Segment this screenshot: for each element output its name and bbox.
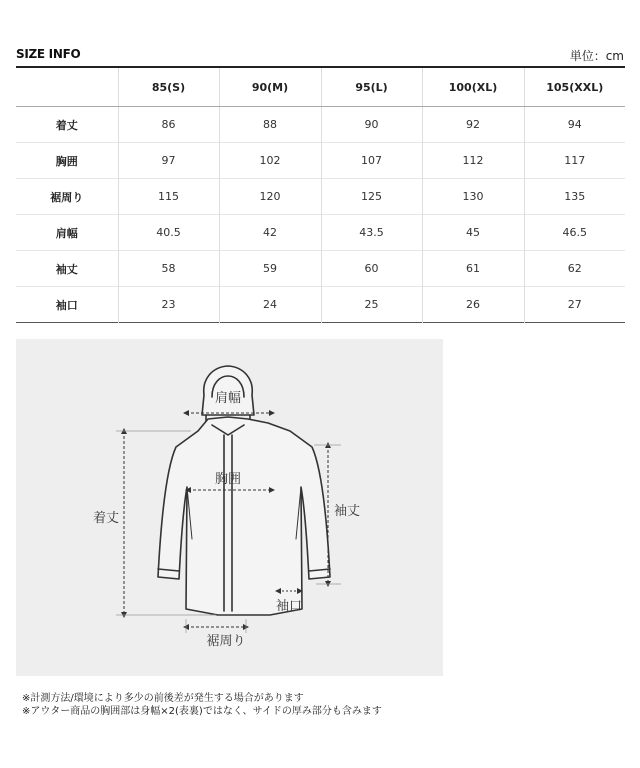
row-label: 着丈 xyxy=(55,118,78,132)
table-cell: 120 xyxy=(219,179,321,215)
table-cell: 97 xyxy=(118,143,219,179)
row-label: 裾周り xyxy=(16,179,118,215)
table-cell: 107 xyxy=(321,143,422,179)
table-cell: 45 xyxy=(422,215,524,251)
table-header-row xyxy=(16,67,625,107)
row-label: 胸囲 xyxy=(16,143,118,179)
table-cell: 62 xyxy=(524,251,625,287)
unit-label: 単位：cm xyxy=(569,49,624,63)
measurement-diagram xyxy=(16,339,443,676)
header-cell xyxy=(16,67,118,107)
table-cell: 24 xyxy=(219,287,321,323)
jacket-illustration xyxy=(16,339,443,676)
table-cell: 27 xyxy=(524,287,625,323)
table-cell: 25 xyxy=(321,287,422,323)
header-cell: 85(S) xyxy=(118,67,219,107)
table-cell: 102 xyxy=(219,143,321,179)
table-row xyxy=(16,143,625,179)
table-cell: 130 xyxy=(422,179,524,215)
note-line: ※アウター商品の胸囲部は身幅×2(表裏)ではなく、サイドの厚み部分も含みます xyxy=(22,706,382,717)
header-cell: 105(XXL) xyxy=(524,67,625,107)
header-cell: 100(XL) xyxy=(422,67,524,107)
table-row xyxy=(16,107,625,143)
table-cell: 92 xyxy=(422,107,524,143)
table-row xyxy=(16,251,625,287)
row-label: 肩幅 xyxy=(16,215,118,251)
size-info-title: SIZE INFO xyxy=(16,47,81,61)
notes xyxy=(22,692,382,718)
table-row xyxy=(16,179,625,215)
table-cell: 58 xyxy=(118,251,219,287)
label-shoulder: 肩幅 xyxy=(214,391,242,406)
note-line: ※計測方法/環境により多少の前後差が発生する場合があります xyxy=(22,693,304,704)
table-cell: 117 xyxy=(524,143,625,179)
table-cell: 59 xyxy=(219,251,321,287)
table-cell: 112 xyxy=(422,143,524,179)
header-cell: 95(L) xyxy=(321,67,422,107)
table-cell: 26 xyxy=(422,287,524,323)
row-label: 袖丈 xyxy=(16,251,118,287)
label-cuff: 袖口 xyxy=(275,599,303,614)
label-length: 着丈 xyxy=(92,511,120,526)
table-cell: 135 xyxy=(524,179,625,215)
row-label: 袖口 xyxy=(16,287,118,323)
size-table xyxy=(16,66,625,323)
table-cell: 43.5 xyxy=(321,215,422,251)
label-chest: 胸囲 xyxy=(214,472,242,487)
table-row xyxy=(16,287,625,323)
table-cell: 88 xyxy=(219,107,321,143)
header-cell: 90(M) xyxy=(219,67,321,107)
table-cell: 86 xyxy=(118,107,219,143)
table-cell: 23 xyxy=(118,287,219,323)
table-row xyxy=(16,215,625,251)
table-cell: 40.5 xyxy=(118,215,219,251)
label-hem: 裾周り xyxy=(206,634,246,649)
table-cell: 60 xyxy=(321,251,422,287)
table-cell: 115 xyxy=(118,179,219,215)
table-cell: 61 xyxy=(422,251,524,287)
table-cell: 94 xyxy=(524,107,625,143)
table-cell: 46.5 xyxy=(524,215,625,251)
table-cell: 125 xyxy=(321,179,422,215)
label-sleeve: 袖丈 xyxy=(333,504,361,519)
table-cell: 90 xyxy=(321,107,422,143)
table-cell: 42 xyxy=(219,215,321,251)
